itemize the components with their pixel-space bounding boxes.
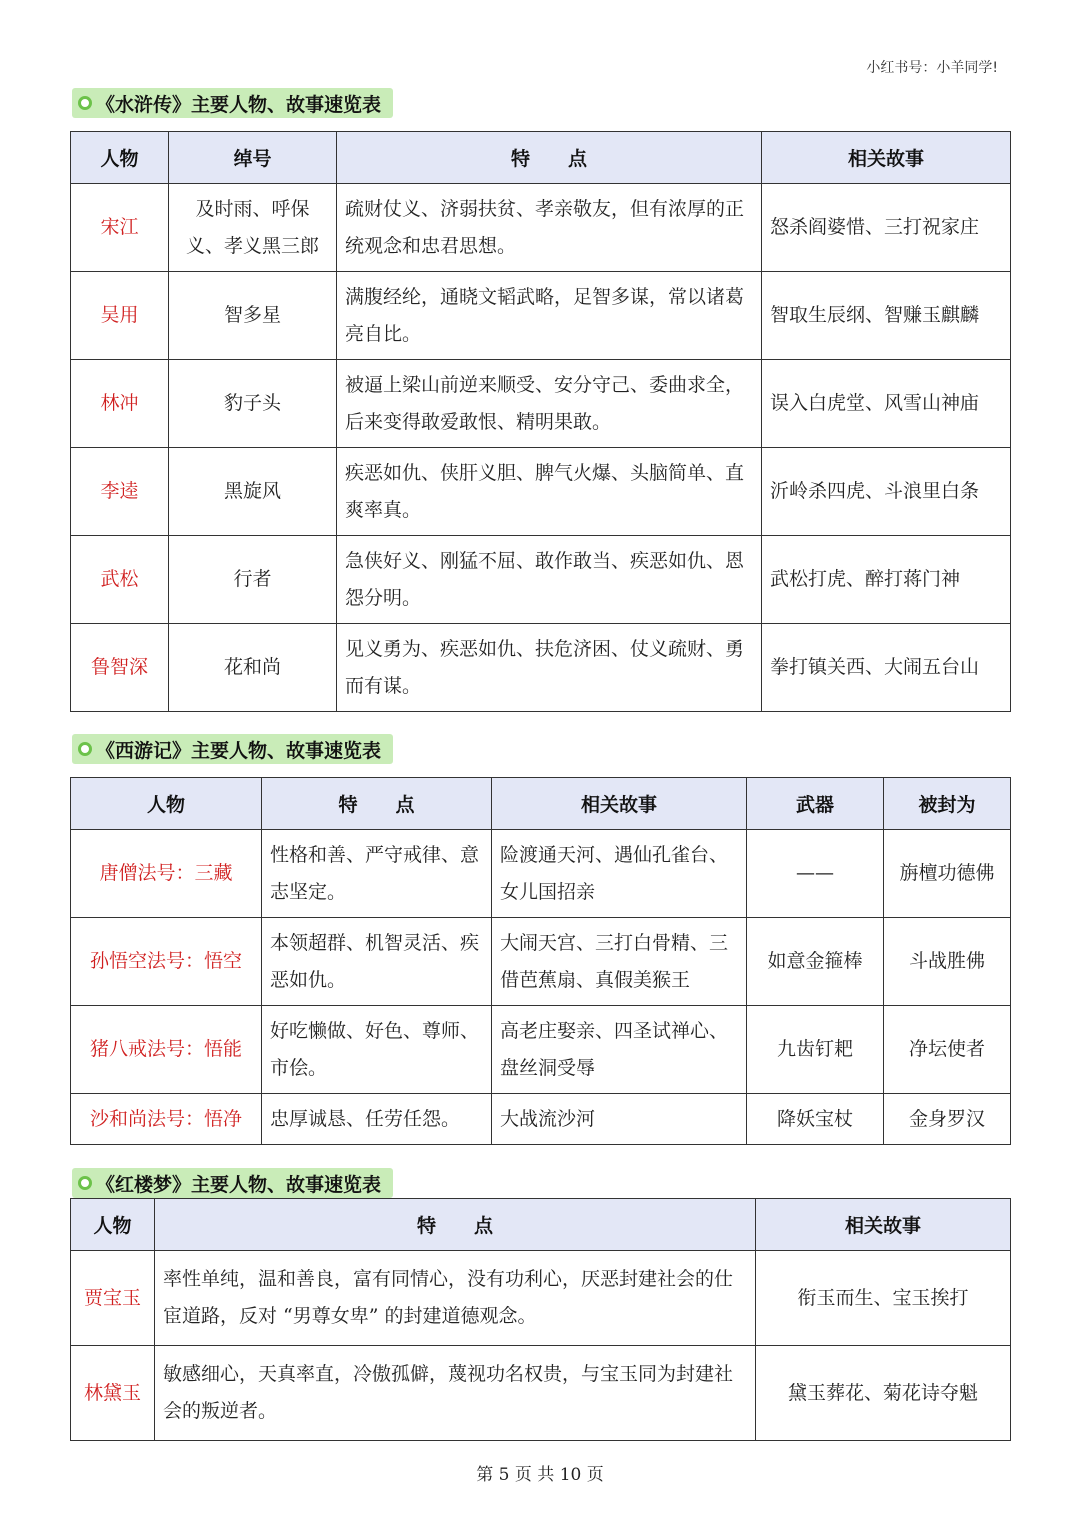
header-nickname: 绰号	[169, 132, 337, 184]
table-row	[71, 1251, 1011, 1346]
nickname: 行者	[169, 536, 337, 624]
section-title-honglou	[72, 1168, 393, 1198]
traits: 被逼上梁山前逆来顺受、安分守己、委曲求全，后来变得敢爱敢恨、精明果敢。	[337, 360, 762, 448]
weapon: 降妖宝杖	[747, 1094, 884, 1145]
stories: 拳打镇关西、大闹五台山	[762, 624, 1011, 712]
traits: 满腹经纶，通晓文韬武略，足智多谋，常以诸葛亮自比。	[337, 272, 762, 360]
conferred-title: 斗战胜佛	[884, 918, 1011, 1006]
traits: 忠厚诚恳、任劳任怨。	[262, 1094, 492, 1145]
stories: 衔玉而生、宝玉挨打	[756, 1251, 1011, 1346]
person-name: 武松	[71, 536, 169, 624]
stories: 大闹天宫、三打白骨精、三借芭蕉扇、真假美猴王	[492, 918, 747, 1006]
table-row	[71, 918, 1011, 1006]
stories: 沂岭杀四虎、斗浪里白条	[762, 448, 1011, 536]
section-title-shuihu	[72, 88, 393, 118]
person-name: 鲁智深	[71, 624, 169, 712]
header-stories: 相关故事	[756, 1199, 1011, 1251]
nickname: 智多星	[169, 272, 337, 360]
table-honglou	[70, 1198, 1011, 1441]
stories: 大战流沙河	[492, 1094, 747, 1145]
traits: 急侠好义、刚猛不屈、敢作敢当、疾恶如仇、恩怨分明。	[337, 536, 762, 624]
traits: 本领超群、机智灵活、疾恶如仇。	[262, 918, 492, 1006]
header-traits: 特 点	[155, 1199, 756, 1251]
nickname: 黑旋风	[169, 448, 337, 536]
traits: 敏感细心，天真率直，冷傲孤僻，蔑视功名权贵，与宝玉同为封建社会的叛逆者。	[155, 1346, 756, 1441]
table-row	[71, 830, 1011, 918]
watermark: 小红书号：小羊同学!	[866, 60, 998, 76]
person-name: 猪八戒法号：悟能	[71, 1006, 262, 1094]
header-title: 被封为	[884, 778, 1011, 830]
header-person: 人物	[71, 1199, 155, 1251]
traits: 疏财仗义、济弱扶贫、孝亲敬友，但有浓厚的正统观念和忠君思想。	[337, 184, 762, 272]
page-number: 第 5 页 共 10 页	[476, 1465, 604, 1485]
weapon: ——	[747, 830, 884, 918]
bullet-icon	[78, 742, 92, 756]
stories: 智取生辰纲、智赚玉麒麟	[762, 272, 1011, 360]
section-title-text: 《水浒传》主要人物、故事速览表	[96, 93, 382, 116]
table-row	[71, 184, 1011, 272]
traits: 好吃懒做、好色、尊师、市侩。	[262, 1006, 492, 1094]
person-name: 林冲	[71, 360, 169, 448]
conferred-title: 净坛使者	[884, 1006, 1011, 1094]
header-weapon: 武器	[747, 778, 884, 830]
table-shuihu	[70, 131, 1011, 712]
conferred-title: 金身罗汉	[884, 1094, 1011, 1145]
person-name: 沙和尚法号：悟净	[71, 1094, 262, 1145]
nickname: 花和尚	[169, 624, 337, 712]
table-row	[71, 360, 1011, 448]
table-xiyou	[70, 777, 1011, 1145]
header-person: 人物	[71, 132, 169, 184]
table-row	[71, 624, 1011, 712]
table-row	[71, 448, 1011, 536]
section-title-text: 《红楼梦》主要人物、故事速览表	[96, 1173, 382, 1196]
table-row	[71, 536, 1011, 624]
person-name: 孙悟空法号：悟空	[71, 918, 262, 1006]
person-name: 李逵	[71, 448, 169, 536]
traits: 率性单纯，温和善良，富有同情心，没有功利心，厌恶封建社会的仕宦道路，反对 “男尊女卑” 的封建道德观念。	[155, 1251, 756, 1346]
stories: 武松打虎、醉打蒋门神	[762, 536, 1011, 624]
conferred-title: 旃檀功德佛	[884, 830, 1011, 918]
bullet-icon	[78, 1176, 92, 1190]
traits: 见义勇为、疾恶如仇、扶危济困、仗义疏财、勇而有谋。	[337, 624, 762, 712]
person-name: 宋江	[71, 184, 169, 272]
traits: 疾恶如仇、侠肝义胆、脾气火爆、头脑简单、直爽率真。	[337, 448, 762, 536]
person-name: 唐僧法号：三藏	[71, 830, 262, 918]
nickname: 豹子头	[169, 360, 337, 448]
person-name: 贾宝玉	[71, 1251, 155, 1346]
table-row	[71, 272, 1011, 360]
section-title-text: 《西游记》主要人物、故事速览表	[96, 739, 382, 762]
weapon: 九齿钉耙	[747, 1006, 884, 1094]
table-header-row	[71, 1199, 1011, 1251]
person-name: 林黛玉	[71, 1346, 155, 1441]
stories: 怒杀阎婆惜、三打祝家庄	[762, 184, 1011, 272]
weapon: 如意金箍棒	[747, 918, 884, 1006]
stories: 险渡通天河、遇仙孔雀台、女儿国招亲	[492, 830, 747, 918]
header-stories: 相关故事	[762, 132, 1011, 184]
bullet-icon	[78, 96, 92, 110]
table-header-row	[71, 778, 1011, 830]
nickname: 及时雨、呼保义、孝义黑三郎	[169, 184, 337, 272]
table-row	[71, 1346, 1011, 1441]
table-row	[71, 1006, 1011, 1094]
traits: 性格和善、严守戒律、意志坚定。	[262, 830, 492, 918]
table-row	[71, 1094, 1011, 1145]
stories: 误入白虎堂、风雪山神庙	[762, 360, 1011, 448]
person-name: 吴用	[71, 272, 169, 360]
header-traits: 特 点	[337, 132, 762, 184]
header-person: 人物	[71, 778, 262, 830]
table-header-row	[71, 132, 1011, 184]
header-stories: 相关故事	[492, 778, 747, 830]
stories: 高老庄娶亲、四圣试禅心、盘丝洞受辱	[492, 1006, 747, 1094]
header-traits: 特 点	[262, 778, 492, 830]
section-title-xiyou	[72, 734, 393, 764]
stories: 黛玉葬花、菊花诗夺魁	[756, 1346, 1011, 1441]
